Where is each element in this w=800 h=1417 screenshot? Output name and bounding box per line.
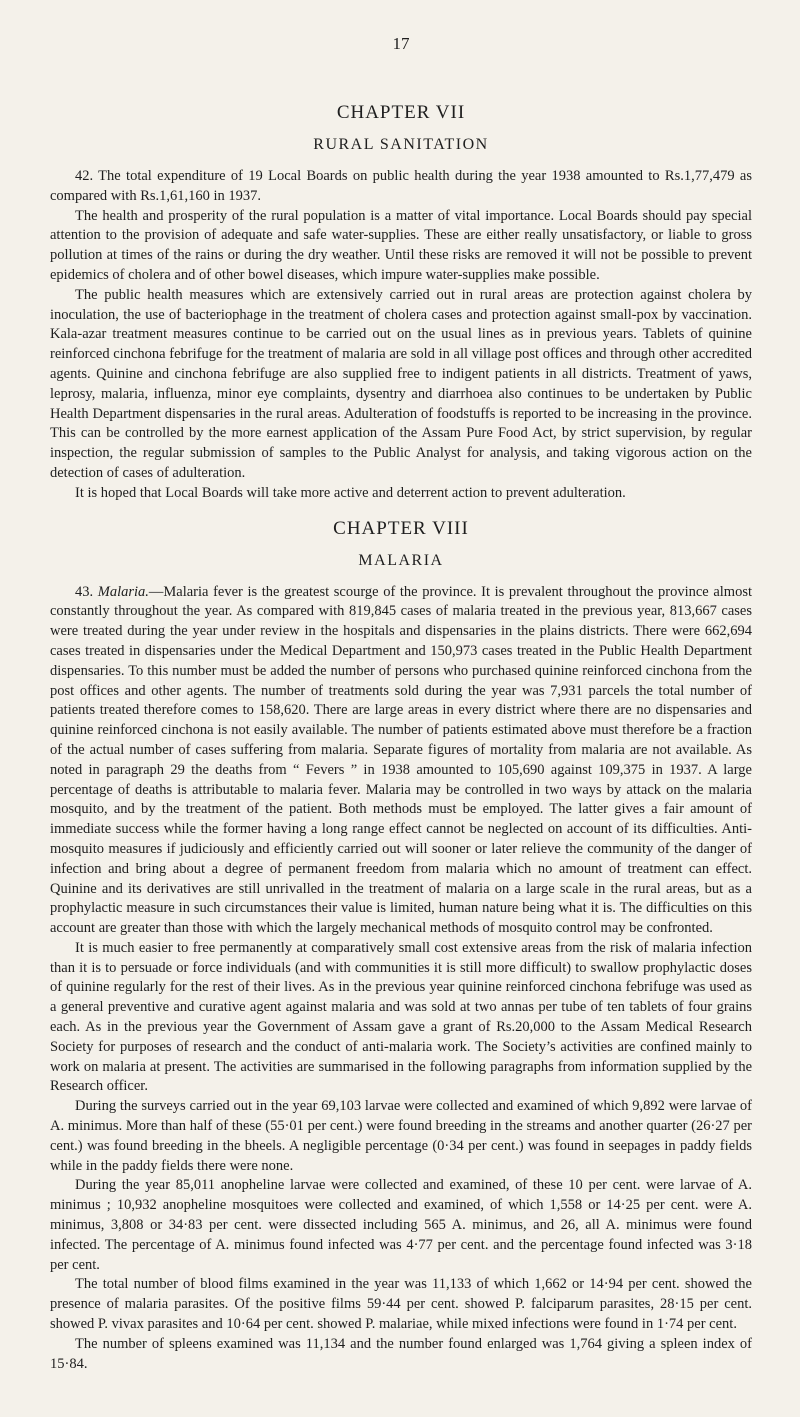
chapter-7-heading: CHAPTER VII — [336, 102, 466, 123]
chapter-7-paragraph: It is hoped that Local Boards will take more active and deterrent action to prevent adulteration. — [75, 484, 626, 501]
chapter-7-paragraph: The public health measures which are extensively carried out in rural areas are protection against cholera by inoculation, the use of bacteriophage in the treatment of cholera cases and protection against small-pox by vaccination. Kala-azar treatment measures continue to be carried out on the usual lines as in previous years. Tablets of quinine reinforced cinchona febrifuge for the treatment of malaria are sold in all village post offices and through other accredited agents. Quinine and cinchona febrifuge are also supplied free to indigent patients in all districts. Treatment of yaws, leprosy, malaria, influenza, minor eye complaints, dysentry and diarrhoea also continues to be undertaken by Public Health Department dispensaries in the rural areas. Adulteration of foodstuffs is reported to be increasing in the province. This can be controlled by the more earnest application of the Assam Pure Food Act, by strict supervision, by regular inspection, the regular submission of samples to the Public Analyst for analysis, and taking vigorous action on the detection of cases of adulteration. — [50, 286, 752, 481]
page-number: 17 — [392, 34, 410, 53]
chapter-8-paragraph: During the surveys carried out in the year 69,103 larvae were collected and examined of which 9,892 were larvae of A. minimus. More than half of these (55·01 per cent.) were found breeding in the streams and another quarter (26·27 per cent.) was found breeding in the bheels. A negligible percentage (0·34 per cent.) was found in seepages in paddy fields while in the paddy fields there were none. — [50, 1098, 752, 1174]
chapter-7-title: RURAL SANITATION — [313, 136, 489, 153]
chapter-8-paragraph: During the year 85,011 anopheline larvae were collected and examined, of these 10 per cent. were larvae of A. minimus ; 10,932 anopheline mosquitoes were collected and examined, of which 1,558 or 14·25 per cent. were A. minimus, 3,808 or 34·83 per cent. were dissected including 565 A. minimus, and 26, all A. minimus were found infected. The percentage of A. minimus found infected was 4·77 per cent. and the percentage found infected was 3·18 per cent. — [50, 1177, 752, 1273]
chapter-8-heading: CHAPTER VIII — [333, 517, 469, 539]
paragraph-subject: Malaria. — [97, 583, 149, 600]
chapter-8-paragraph: It is much easier to free permanently at comparatively small cost extensive areas from the risk of malaria infection than it is to persuade or force individuals (and with communities it is still more difficult) to swallow prophylactic doses of quinine regularly for the rest of their lives. As in the previous year quinine reinforced cinchona febrifuge was used as a general preventive and curative agent against malaria and was sold at two annas per tube of ten tablets of four grains each. As in the previous year the Government of Assam gave a grant of Rs.20,000 to the Assam Medical Research Society for purposes of research and the conduct of anti-malaria work. The Society’s activities are confined mainly to work on malaria at present. The activities are summarised in the following paragraphs from information supplied by the Research officer. — [50, 939, 752, 1095]
chapter-8-paragraph-malaria — [50, 583, 752, 939]
chapter-7-paragraph: The health and prosperity of the rural population is a matter of vital importance. Local Boards should pay special attention to the provision of adequate and safe water-supplies. These are either really unsatisfactory, or liable to gross pollution at times of the rains or during the dry weather. Until these risks are removed it will not be possible to prevent epidemics of cholera and of other bowel diseases, which impure water-supplies make possible. — [50, 207, 752, 283]
chapter-8-paragraph: The number of spleens examined was 11,134 and the number found enlarged was 1,764 giving a spleen index of 15·84. — [50, 1335, 752, 1372]
chapter-8-title: MALARIA — [358, 551, 444, 569]
chapter-7-paragraph: 42. The total expenditure of 19 Local Boards on public health during the year 1938 amounted to Rs.1,77,479 as compared with Rs.1,61,160 in 1937. — [50, 168, 752, 204]
paragraph-text: —Malaria fever is the greatest scourge of the province. It is prevalent throughout the province almost constantly throughout the year. As compared with 819,845 cases of malaria treated in the previous year, 813,667 cases were treated during the year under review in the hospitals and dispensaries in the plains districts. There were 662,694 cases treated in dispensaries under the Medical Department and 150,973 cases treated in the Public Health Department dispensaries. To this number must be added the number of persons who purchased quinine reinforced cinchona from the post offices and other agents. The number of treatments sold during the year was 7,931 parcels the total number of patients treated therefore comes to 158,620. There are large areas in every district where there are no dispensaries and quinine reinforced cinchona is not easily available. The number of patients estimated above must therefore be a fraction of the actual number of cases suffering from malaria. Separate figures of mortality from malaria are not available. As noted in paragraph 29 the deaths from “ Fevers ” in 1938 amounted to 105,690 against 109,375 in 1937. A large percentage of deaths is attributable to malaria fever. Malaria may be controlled in two ways by attack on the malaria mosquito, and by the treatment of the patient. Both methods must be employed. The latter gives a fair amount of immediate success while the former having a long range effect cannot be neglected on account of its difficulties. Anti-mosquito measures if judiciously and efficiently carried out will sooner or later relieve the community of the danger of infection and bring about a degree of permanent freedom from malaria which no amount of treatment can effect. Quinine and its derivatives are still unrivalled in the treatment of malaria on a large scale in the rural areas, but as a prophylactic measure in such circumstances their value is limited, human nature being what it is. The difficulties on this account are greater than those with which the largely mechanical methods of mosquito control may be confronted. — [50, 583, 753, 937]
paragraph-number: 43. — [75, 583, 94, 600]
chapter-8-paragraph: The total number of blood films examined in the year was 11,133 of which 1,662 or 14·94 per cent. showed the presence of malaria parasites. Of the positive films 59·44 per cent. showed P. falciparum parasites, 28·15 per cent. showed P. vivax parasites and 10·64 per cent. showed P. malariae, while mixed infections were found in 1·74 per cent. — [50, 1276, 752, 1333]
